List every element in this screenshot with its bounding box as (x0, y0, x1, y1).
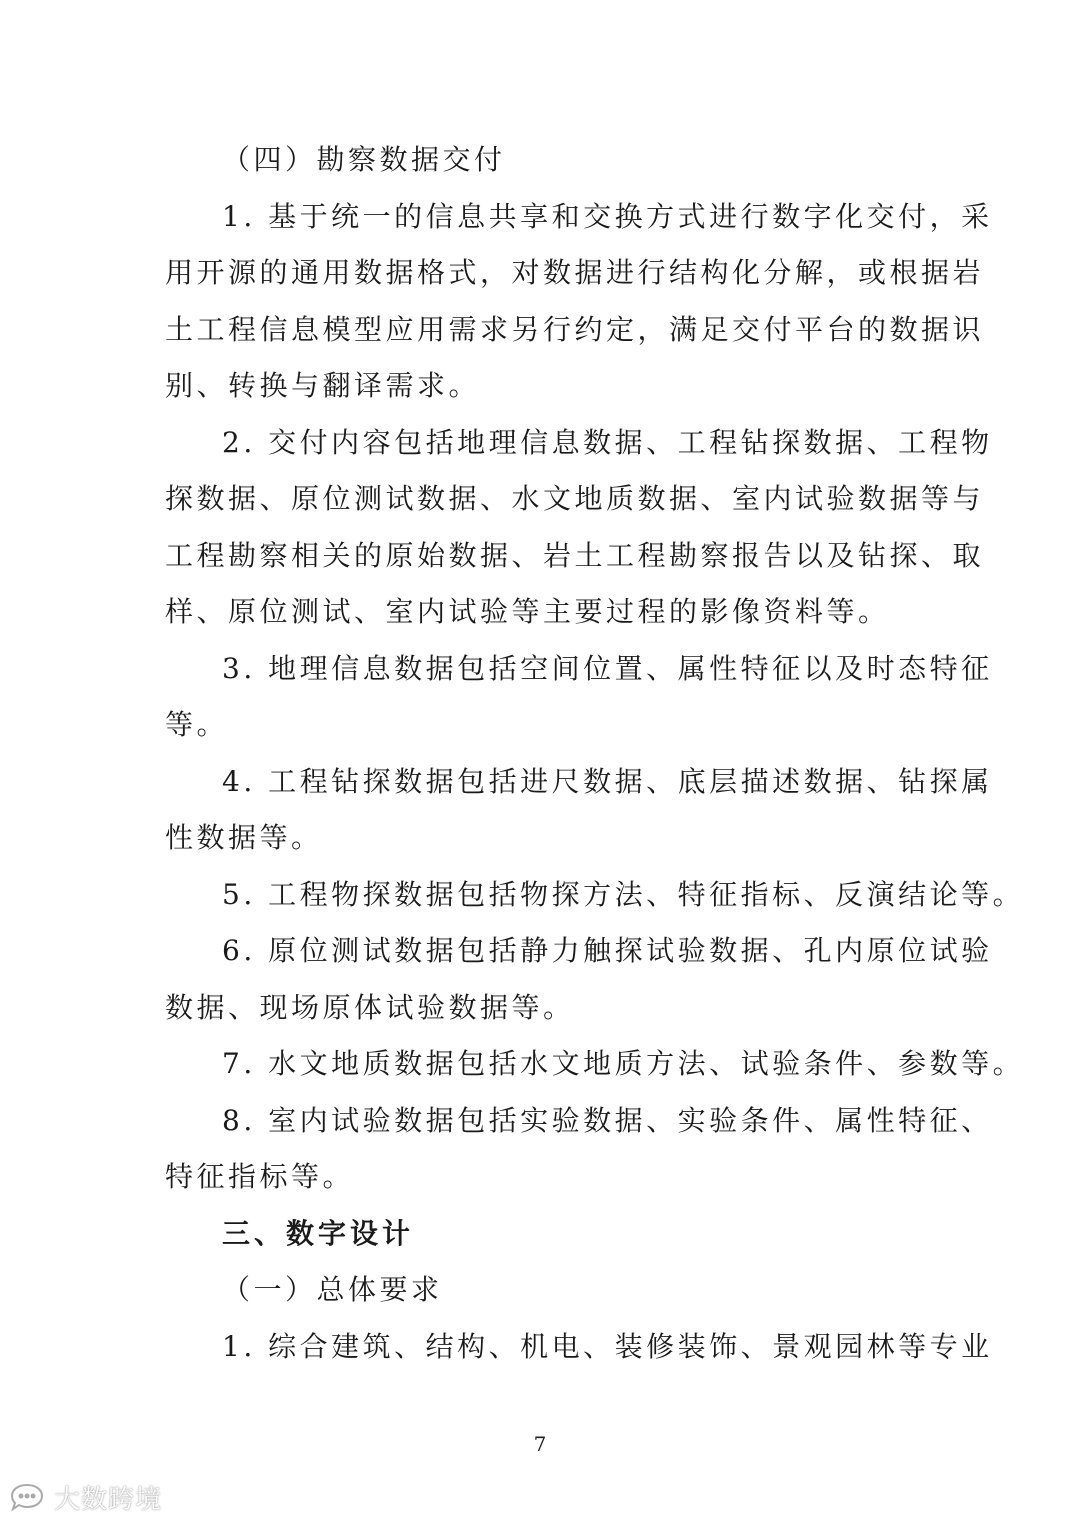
item-1-line-2: 用开源的通用数据格式，对数据进行结构化分解，或根据岩 (165, 256, 985, 289)
section-heading-4: （四）勘察数据交付 (222, 143, 506, 176)
item-2-line-3: 工程勘察相关的原始数据、岩土工程勘察报告以及钻探、取 (165, 539, 985, 572)
section-heading-1: （一）总体要求 (222, 1273, 443, 1306)
item-8-line-1: 8. 室内试验数据包括实验数据、实验条件、属性特征、 (222, 1104, 993, 1137)
watermark-text: 大数跨境 (54, 1484, 163, 1515)
watermark (8, 1477, 162, 1517)
speech-bubble-logo-icon (8, 1482, 48, 1512)
item-2-line-1: 2. 交付内容包括地理信息数据、工程钻探数据、工程物 (222, 426, 993, 459)
item-4-line-2: 性数据等。 (165, 821, 323, 854)
item-1-line-4: 别、转换与翻译需求。 (165, 369, 481, 402)
item-3-line-1: 3. 地理信息数据包括空间位置、属性特征以及时态特征 (222, 652, 993, 685)
item-2-line-4: 样、原位测试、室内试验等主要过程的影像资料等。 (165, 595, 890, 628)
page-number: 7 (533, 1432, 547, 1456)
item-4-line-1: 4. 工程钻探数据包括进尺数据、底层描述数据、钻探属 (222, 765, 993, 798)
item-1-line-3: 土工程信息模型应用需求另行约定，满足交付平台的数据识 (165, 313, 985, 346)
item-1-line-1: 1. 基于统一的信息共享和交换方式进行数字化交付，采 (222, 200, 993, 233)
item-6-line-2: 数据、现场原体试验数据等。 (165, 991, 575, 1024)
item-6-line-1: 6. 原位测试数据包括静力触探试验数据、孔内原位试验 (222, 934, 993, 967)
item-7-line-1: 7. 水文地质数据包括水文地质方法、试验条件、参数等。 (222, 1047, 1025, 1080)
item-5-line-1: 5. 工程物探数据包括物探方法、特征指标、反演结论等。 (222, 878, 1025, 911)
item-8-line-2: 特征指标等。 (165, 1160, 355, 1193)
item-3-line-2: 等。 (165, 708, 229, 741)
next-item-1-line-1: 1. 综合建筑、结构、机电、装修装饰、景观园林等专业 (222, 1330, 993, 1363)
item-2-line-2: 探数据、原位测试数据、水文地质数据、室内试验数据等与 (165, 482, 985, 515)
chapter-heading-3: 三、数字设计 (222, 1217, 415, 1250)
